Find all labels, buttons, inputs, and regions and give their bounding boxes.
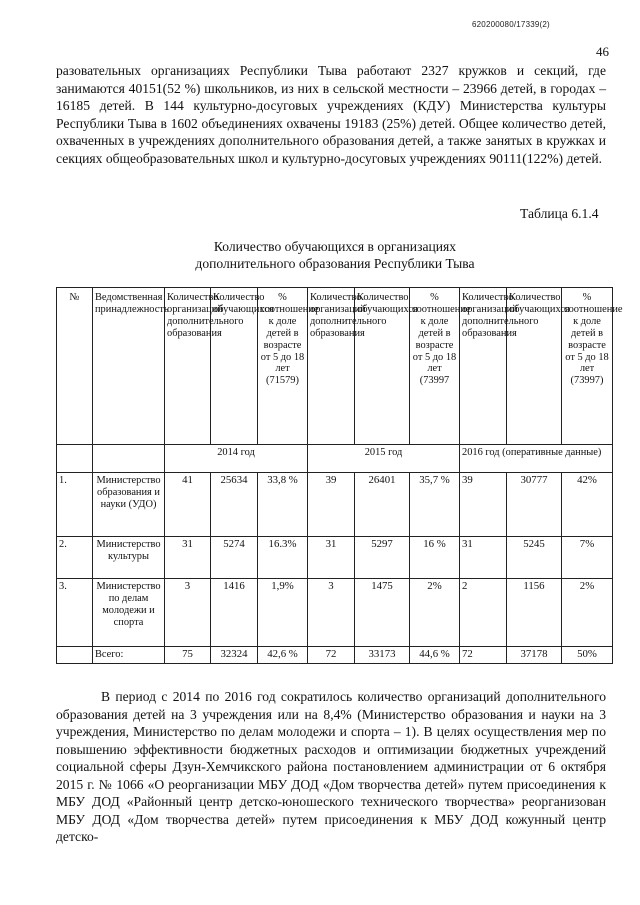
cell-pct-2016: 42% (562, 473, 613, 537)
header-orgs-2016: Количество организаций дополнительного образования (460, 288, 507, 445)
cell-students-2014: 32324 (211, 647, 258, 664)
table-header-row (57, 288, 613, 445)
year-2014: 2014 год (165, 445, 308, 473)
cell-students-2014: 25634 (211, 473, 258, 537)
paragraph-intro: разовательных организациях Республики Тыва работают 2327 кружков и секций, где занимаются 40151(52 %) школьников, из них в сельской местности – 23966 детей, в городах – 16185 детей. В 144 культурно-досуговых учреждениях (КДУ) Министерства культуры Республики Тыва в 1602 объединениях охвачены 19183 (25%) детей. Общее количество детей, охваченных в учреждениях дополнительного образования детей, а также занятых в кружках и секциях общеобразовательных школ и культурно-досуговых учреждениях 90111(122%) детей. (56, 63, 606, 166)
table-caption (150, 238, 520, 272)
table-caption-line2: дополнительного образования Республики Тыва (195, 256, 475, 271)
paragraph-reorganization: В период с 2014 по 2016 год сократилось количество организаций дополнительного образования детей на 3 учреждения или на 8,4% (Министерство образования и науки на 3 учреждения, Министерство по делам молодежи и спорта – 1). В целях осуществления мер по повышению эффективности бюджетных расходов и оптимизации бюджетных учреждений социальной сферы Дзун-Хемчикского района постановлением администрации от 6 октября 2015 г. № 1066 «О реорганизации МБУ ДОД «Дом творчества детей» путем присоединения к МБУ ДОД «Районный центр детско-юношеского технического творчества» реорганизован МБУ ДОД «Дом творчества детей» путем присоединения к МБУ ДОД кожунный центр детско- (56, 689, 606, 844)
year-2015: 2015 год (308, 445, 460, 473)
header-pct-2016: % соотношение к доле детей в возрасте от 5 до 18 лет (73997) (562, 288, 613, 445)
row-dept: Министерство культуры (93, 537, 165, 579)
header-dept: Ведомственная принадлежность (93, 288, 165, 445)
cell-orgs-2015: 39 (308, 473, 355, 537)
cell-pct-2015: 2% (410, 579, 460, 647)
cell-students-2016: 5245 (507, 537, 562, 579)
cell-orgs-2016: 39 (460, 473, 507, 537)
header-num: № (57, 288, 93, 445)
cell-orgs-2016: 2 (460, 579, 507, 647)
table-year-row (57, 445, 613, 473)
table-caption-line1: Количество обучающихся в организациях (213, 239, 457, 254)
table-label: Таблица 6.1.4 (520, 206, 599, 221)
row-dept: Министерство по делам молодежи и спорта (93, 579, 165, 647)
cell-orgs-2014: 41 (165, 473, 211, 537)
cell-orgs-2015: 3 (308, 579, 355, 647)
cell-pct-2014: 33,8 % (258, 473, 308, 537)
cell-orgs-2014: 75 (165, 647, 211, 664)
cell-pct-2014: 1,9% (258, 579, 308, 647)
row-dept-total: Всего: (93, 647, 165, 664)
cell-students-2016: 37178 (507, 647, 562, 664)
cell-pct-2016: 7% (562, 537, 613, 579)
cell-students-2016: 30777 (507, 473, 562, 537)
row-num (57, 647, 93, 664)
year-row-empty-num (57, 445, 93, 473)
header-students-2014: Количество обучающихся (211, 288, 258, 445)
cell-pct-2014: 16.3% (258, 537, 308, 579)
cell-orgs-2016: 72 (460, 647, 507, 664)
cell-pct-2015: 35,7 % (410, 473, 460, 537)
cell-pct-2016: 50% (562, 647, 613, 664)
cell-orgs-2014: 3 (165, 579, 211, 647)
row-num: 2. (57, 537, 93, 579)
row-num: 3. (57, 579, 93, 647)
cell-students-2015: 33173 (355, 647, 410, 664)
table-row (57, 473, 613, 537)
table-row (57, 579, 613, 647)
cell-orgs-2016: 31 (460, 537, 507, 579)
table-row (57, 537, 613, 579)
header-pct-2015: % соотношение к доле детей в возрасте от 5 до 18 лет (73997 (410, 288, 460, 445)
page-number: 46 (596, 44, 609, 59)
cell-students-2016: 1156 (507, 579, 562, 647)
cell-students-2015: 5297 (355, 537, 410, 579)
cell-students-2014: 5274 (211, 537, 258, 579)
header-students-2016: Количество обучающихся (507, 288, 562, 445)
cell-orgs-2015: 31 (308, 537, 355, 579)
cell-pct-2015: 16 % (410, 537, 460, 579)
cell-orgs-2015: 72 (308, 647, 355, 664)
year-row-empty-dept (93, 445, 165, 473)
year-2016: 2016 год (оперативные данные) (460, 445, 613, 473)
header-pct-2014: % соотношение к доле детей в возрасте от 5 до 18 лет (71579) (258, 288, 308, 445)
header-orgs-2014: Количество организаций дополнительного образования (165, 288, 211, 445)
cell-pct-2016: 2% (562, 579, 613, 647)
cell-students-2015: 1475 (355, 579, 410, 647)
cell-orgs-2014: 31 (165, 537, 211, 579)
row-dept: Министерство образования и науки (УДО) (93, 473, 165, 537)
row-num: 1. (57, 473, 93, 537)
cell-students-2015: 26401 (355, 473, 410, 537)
header-orgs-2015: Количество организаций дополнительного образования (308, 288, 355, 445)
table-total-row (57, 647, 613, 664)
cell-pct-2014: 42,6 % (258, 647, 308, 664)
students-table (56, 287, 623, 664)
cell-pct-2015: 44,6 % (410, 647, 460, 664)
document-stamp: 620200080/17339(2) (472, 20, 550, 29)
header-students-2015: Количество обучающихся (355, 288, 410, 445)
cell-students-2014: 1416 (211, 579, 258, 647)
